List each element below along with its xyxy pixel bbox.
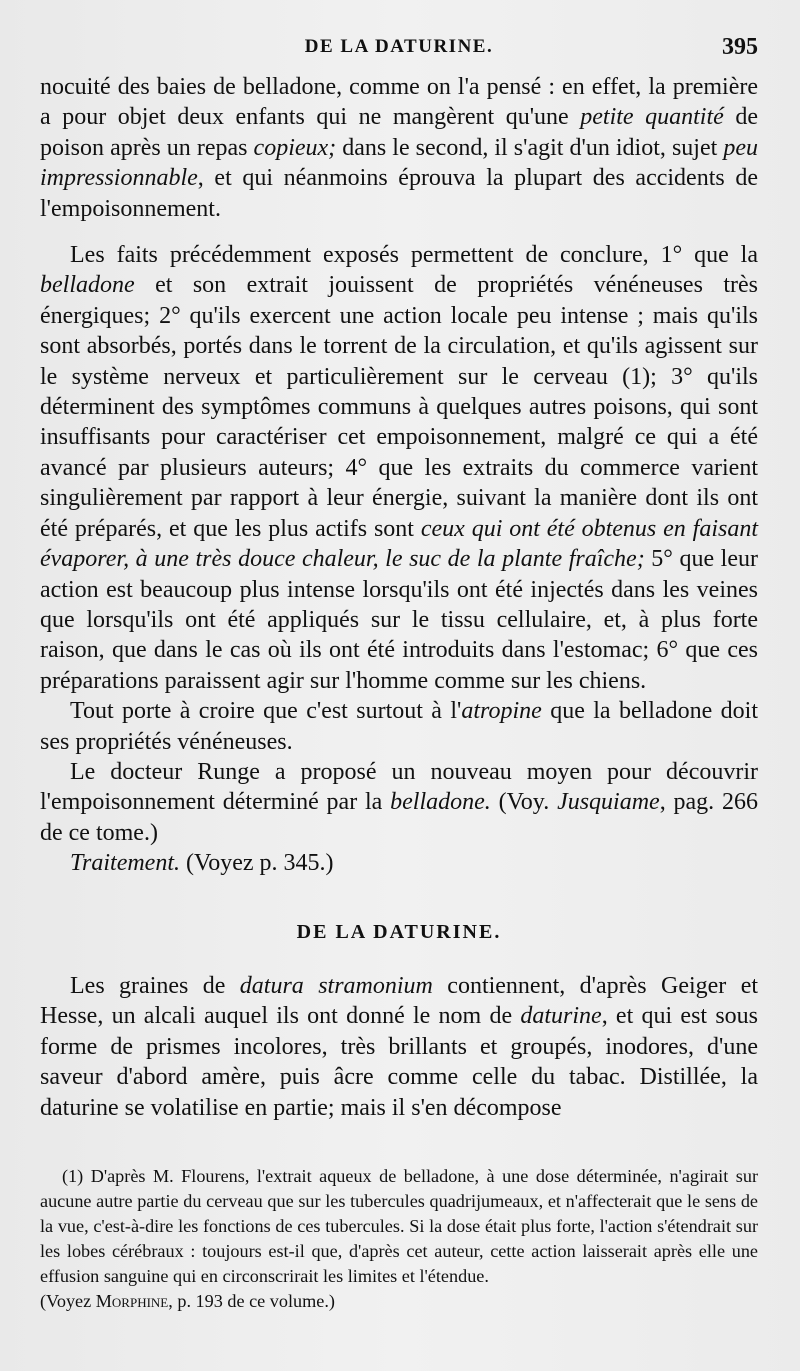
text-run: Le docteur Runge a proposé un nouveau moyen pour découvrir l'empoisonnement déterminé par la [40,758,758,816]
text-run-italic: copieux; [253,134,337,161]
paragraph-continuation [40,72,758,224]
text-run-italic: daturine [520,1003,602,1030]
text-run-italic: belladone [40,272,135,299]
running-title: DE LA DATURINE. [304,36,494,57]
text-run-italic: atropine [461,698,542,725]
text-run: (Voyez [40,1291,96,1311]
text-run-small-caps: Morphine [95,1291,169,1311]
text-run: , p. 193 de ce volume.) [168,1291,335,1311]
text-run: 5° que leur action est beaucoup plus intense lorsqu'ils ont été injectés dans les veines que lorsqu'ils ont été appliqués sur le tissu cellulaire, et, à plus forte raison, que dans le cas où ils ont été introduits dans l'estomac; 6° que ces préparations paraissent agir sur l'homme comme sur les chiens. [40,546,758,694]
paragraph-daturine [40,971,758,1123]
text-run: dans le second, il s'agit d'un idiot, sujet [336,134,724,161]
text-run: que la belladone doit ses propriétés vénéneuses. [40,698,758,755]
paragraph-atropine [40,696,758,757]
text-run-italic: peu impressionnable [40,134,759,192]
text-run-italic: ceux qui ont été obtenus en faisant évaporer, à une très douce chaleur, le suc de la plante fraîche; [40,515,759,573]
text-run: , et qui néanmoins éprouva la plupart des accidents de l'empoisonnement. [40,165,758,222]
main-text [40,72,758,1123]
text-run: (1) D'après M. Flourens, l'extrait aqueux de belladone, à une dose déterminée, n'agirait sur aucune autre partie du cerveau que sur les tubercules quadrijumeaux, et n'affecterait que le sens de la vue, c'est-à-dire les fonctions de ces tubercules. Si la dose était plus forte, l'action s'étendrait sur les lobes cérébraux : toujours est-il que, d'après cet auteur, cette action laisserait après elle une effusion sanguine qui en circonscrirait les limites et l'étendue. [40,1166,758,1286]
running-head [40,36,758,66]
page-number: 395 [722,34,758,60]
paragraph-traitement [40,848,758,878]
text-run: nocuité des baies de belladone, comme on l'a pensé : en effet, la première a pour objet deux enfants qui ne mangèrent qu'une [40,74,758,131]
text-run: contiennent, d'après Geiger et Hesse, un alcali auquel ils ont donné le nom de [40,972,759,1030]
text-run-italic: Traitement. [70,850,181,877]
footnote-text [40,1164,758,1289]
footnote [40,1164,758,1314]
text-run: , pag. 266 de ce tome.) [40,789,758,846]
text-run: et son extrait jouissent de propriétés vénéneuses très énergiques; 2° qu'ils exercent une action locale peu intense ; mais qu'ils sont absorbés, portés dans le torrent de la circulation, et qu'ils agissent sur le système nerveux et particulièrement sur le cerveau (1); 3° qu'ils déterminent des symptômes communs à quelques autres poisons, qui sont insuffisants pour caractériser cet empoisonnement, malgré ce qui a été avancé par plusieurs auteurs; 4° que les extraits du commerce varient singulièrement par rapport à leur énergie, suivant la manière dont ils ont été préparés, et que les plus actifs sont [40,272,758,542]
text-run: de poison après un repas [40,104,758,161]
text-run: Tout porte à croire que c'est surtout à l' [70,698,462,725]
text-run-italic: Jusquiame [557,789,660,816]
text-run: Les faits précédemment exposés permettent de conclure, 1° que la [70,242,758,269]
text-run: (Voy. [490,789,558,816]
text-run: , et qui est sous forme de prismes incolores, très brillants et groupés, inodores, d'une saveur d'abord amère, puis âcre comme celle du tabac. Distillée, la daturine se volatilise en partie; mais il s'en décompose [40,1003,759,1121]
text-run-italic: belladone. [390,789,491,816]
footnote-reference [40,1289,758,1314]
section-heading: DE LA DATURINE. [296,920,502,943]
text-run: (Voyez p. 345.) [180,850,334,877]
text-run-italic: datura stramonium [239,972,433,999]
paragraph-conclusions [40,240,758,696]
paragraph-runge [40,757,758,848]
text-run-italic: petite quantité [580,104,724,131]
text-run: Les graines de [70,972,240,999]
